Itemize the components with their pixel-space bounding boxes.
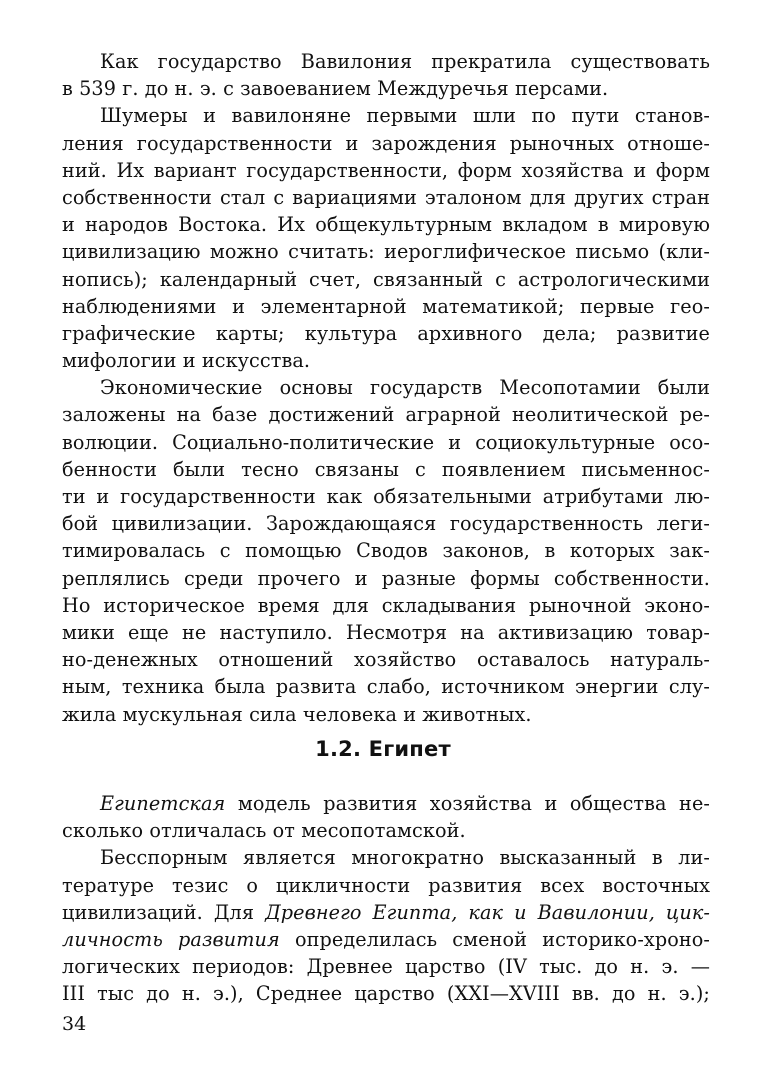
text-line: жила мускульная сила человека и животных.: [62, 702, 532, 726]
text-line: тературе тезис о цикличности развития всех восточных: [62, 873, 710, 897]
text-line: ти и государственности как обязательными атрибутами лю-: [62, 485, 710, 508]
text-fragment: модель развития хозяйства и общества не-: [225, 792, 710, 815]
section-heading: 1.2. Египет: [315, 737, 451, 761]
text-line: [62, 899, 710, 926]
main-text: [62, 48, 710, 728]
italic-term: Египетская: [100, 792, 226, 815]
text-line: графические карты; культура архивного дела; развитие: [62, 321, 710, 345]
section-text: [62, 790, 710, 1008]
text-line: Шумеры и вавилоняне первыми шли по пути станов-: [100, 104, 710, 128]
text-line: ления государственности и зарождения рыночных отноше-: [62, 131, 710, 155]
text-line: Как государство Вавилония прекратила существовать: [100, 50, 710, 73]
text-line: волюции. Социально-политические и социокультурные осо-: [62, 430, 710, 454]
text-line: собственности стал с вариациями эталоном для других стран: [62, 185, 710, 209]
text-line: наблюдениями и элементарной математикой; первые гео-: [62, 294, 710, 318]
text-line: но-денежных отношений хозяйство оставалось натураль-: [62, 648, 710, 672]
text-line: [62, 926, 710, 953]
text-line: Экономические основы государств Месопотамии были: [100, 376, 710, 400]
text-line: [62, 790, 710, 817]
text-line: и народов Востока. Их общекультурным вкладом в мировую: [62, 213, 710, 237]
text-line: заложены на базе достижений аграрной неолитической ре-: [62, 403, 710, 427]
text-line: цивилизацию можно считать: иероглифическое письмо (кли-: [62, 240, 710, 264]
text-line: ным, техника была развита слабо, источником энергии слу-: [62, 675, 710, 699]
text-fragment: цивилизаций. Для: [62, 900, 266, 924]
text-fragment: определилась сменой историко-хроно-: [279, 927, 710, 951]
text-line: реплялись среди прочего и разные формы собственности.: [62, 566, 710, 590]
text-line: нопись); календарный счет, связанный с астрологическими: [62, 267, 710, 291]
text-line: тимировалась с помощью Сводов законов, в которых зак-: [62, 539, 710, 563]
text-line: логических периодов: Древнее царство (IV тыс. до н. э. —: [62, 955, 710, 979]
italic-phrase: Древнего Египта, как и Вавилонии, цик-: [265, 900, 711, 924]
text-line: Бесспорным является многократно высказанный в ли-: [100, 846, 710, 870]
text-line: в 539 г. до н. э. с завоеванием Междуречья персами.: [62, 77, 609, 101]
page-number: 34: [62, 1013, 87, 1035]
italic-phrase: личность развития: [62, 927, 280, 951]
text-line: бой цивилизации. Зарождающаяся государственность леги-: [62, 512, 710, 536]
text-line: мифологии и искусства.: [62, 349, 311, 373]
text-line: сколько отличалась от месопотамской.: [62, 819, 466, 843]
text-line: Но историческое время для складывания рыночной эконо-: [62, 593, 710, 617]
text-line: III тыс до н. э.), Среднее царство (XXI—XVIII вв. до н. э.);: [62, 982, 710, 1006]
text-line: ний. Их вариант государственности, форм хозяйства и форм: [62, 158, 710, 182]
text-line: бенности были тесно связаны с появлением письменнос-: [62, 457, 710, 481]
text-line: мики еще не наступило. Несмотря на активизацию товар-: [62, 620, 710, 644]
